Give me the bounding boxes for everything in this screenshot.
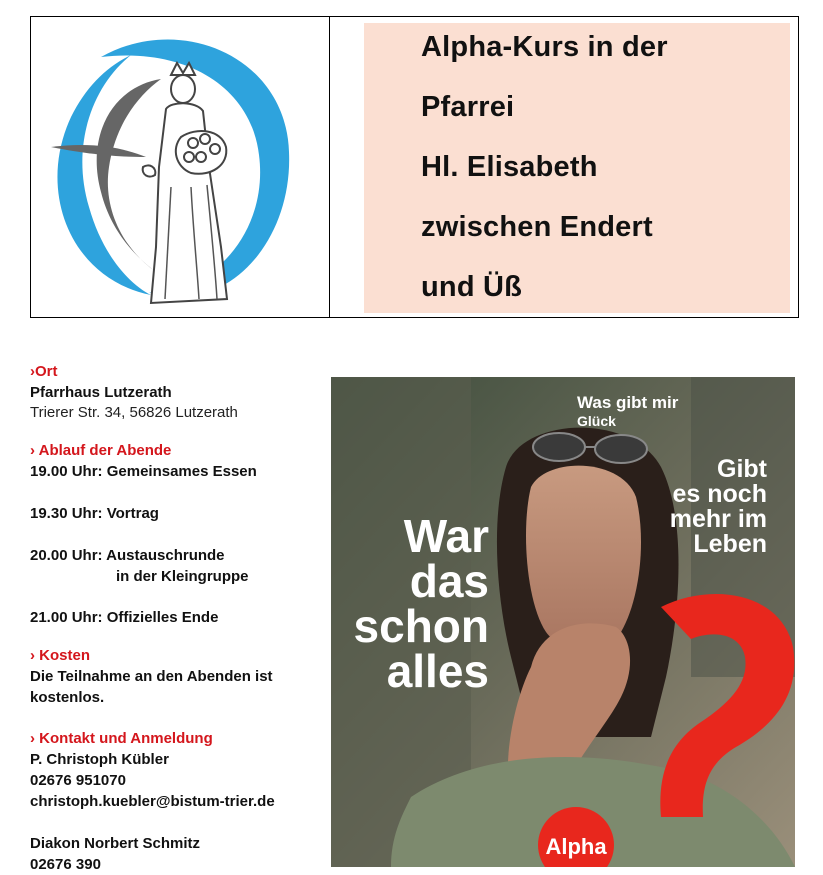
- schedule-text: Offizielles Ende: [106, 609, 219, 626]
- kosten-heading: › Kosten: [30, 647, 90, 664]
- contact-phone: 02676 951070: [30, 772, 126, 789]
- schedule-time: 19.30 Uhr:: [30, 505, 103, 522]
- contact-person: Diakon Norbert Schmitz: [30, 835, 201, 852]
- alpha-brand: Alpha: [545, 834, 607, 859]
- title-line: Pfarrei: [421, 91, 515, 123]
- kosten-text: kostenlos.: [30, 689, 105, 706]
- contact-email[interactable]: christoph.kuebler@bistum-trier.de: [30, 793, 275, 810]
- schedule-time: 20.00 Uhr:: [30, 547, 103, 564]
- poster-right-text: es noch: [672, 480, 767, 508]
- poster-right-text: Gibt: [717, 455, 767, 483]
- contact-phone: 02676 390: [30, 856, 101, 873]
- ort-address: Trierer Str. 34, 56826 Lutzerath: [30, 404, 238, 421]
- ablauf-heading: › Ablauf der Abende: [30, 442, 172, 459]
- poster-right-text: Leben: [693, 530, 767, 558]
- alpha-poster: [331, 377, 795, 867]
- poster-main-text: War: [403, 510, 489, 562]
- poster-top-text: Was gibt mir: [577, 393, 679, 412]
- poster-top-text: Glück: [577, 413, 616, 429]
- schedule-item: [30, 546, 225, 566]
- title-panel: [364, 23, 790, 313]
- title-line: zwischen Endert: [421, 211, 653, 243]
- schedule-item: [30, 608, 218, 628]
- poster-main-text: schon: [353, 600, 489, 652]
- schedule-item: [30, 504, 159, 524]
- schedule-time: 21.00 Uhr:: [30, 609, 103, 626]
- header-box: [30, 16, 799, 318]
- kosten-text: Die Teilnahme an den Abenden ist: [30, 668, 273, 685]
- contact-person: P. Christoph Kübler: [30, 751, 169, 768]
- schedule-text-continued: in der Kleingruppe: [116, 568, 249, 585]
- poster-graphic: [331, 377, 795, 867]
- title-line: Hl. Elisabeth: [421, 151, 598, 183]
- title-line: und Üß: [421, 271, 523, 303]
- poster-main-text: das: [409, 555, 489, 607]
- st-elisabeth-logo-icon: [31, 17, 329, 317]
- title-line: Alpha-Kurs in der: [421, 31, 668, 63]
- schedule-text: Gemeinsames Essen: [106, 463, 257, 480]
- schedule-item: [30, 462, 257, 482]
- woman-face: [526, 466, 641, 651]
- parish-logo: [31, 17, 330, 317]
- poster-right-text: mehr im: [669, 505, 767, 533]
- ort-name: Pfarrhaus Lutzerath: [30, 384, 172, 401]
- schedule-time: 19.00 Uhr:: [30, 463, 103, 480]
- kontakt-heading: › Kontakt und Anmeldung: [30, 730, 213, 747]
- schedule-text: Vortrag: [106, 505, 159, 522]
- ort-heading: ›Ort: [30, 363, 58, 380]
- poster-main-text: alles: [386, 645, 489, 697]
- schedule-text: Austauschrunde: [106, 547, 225, 564]
